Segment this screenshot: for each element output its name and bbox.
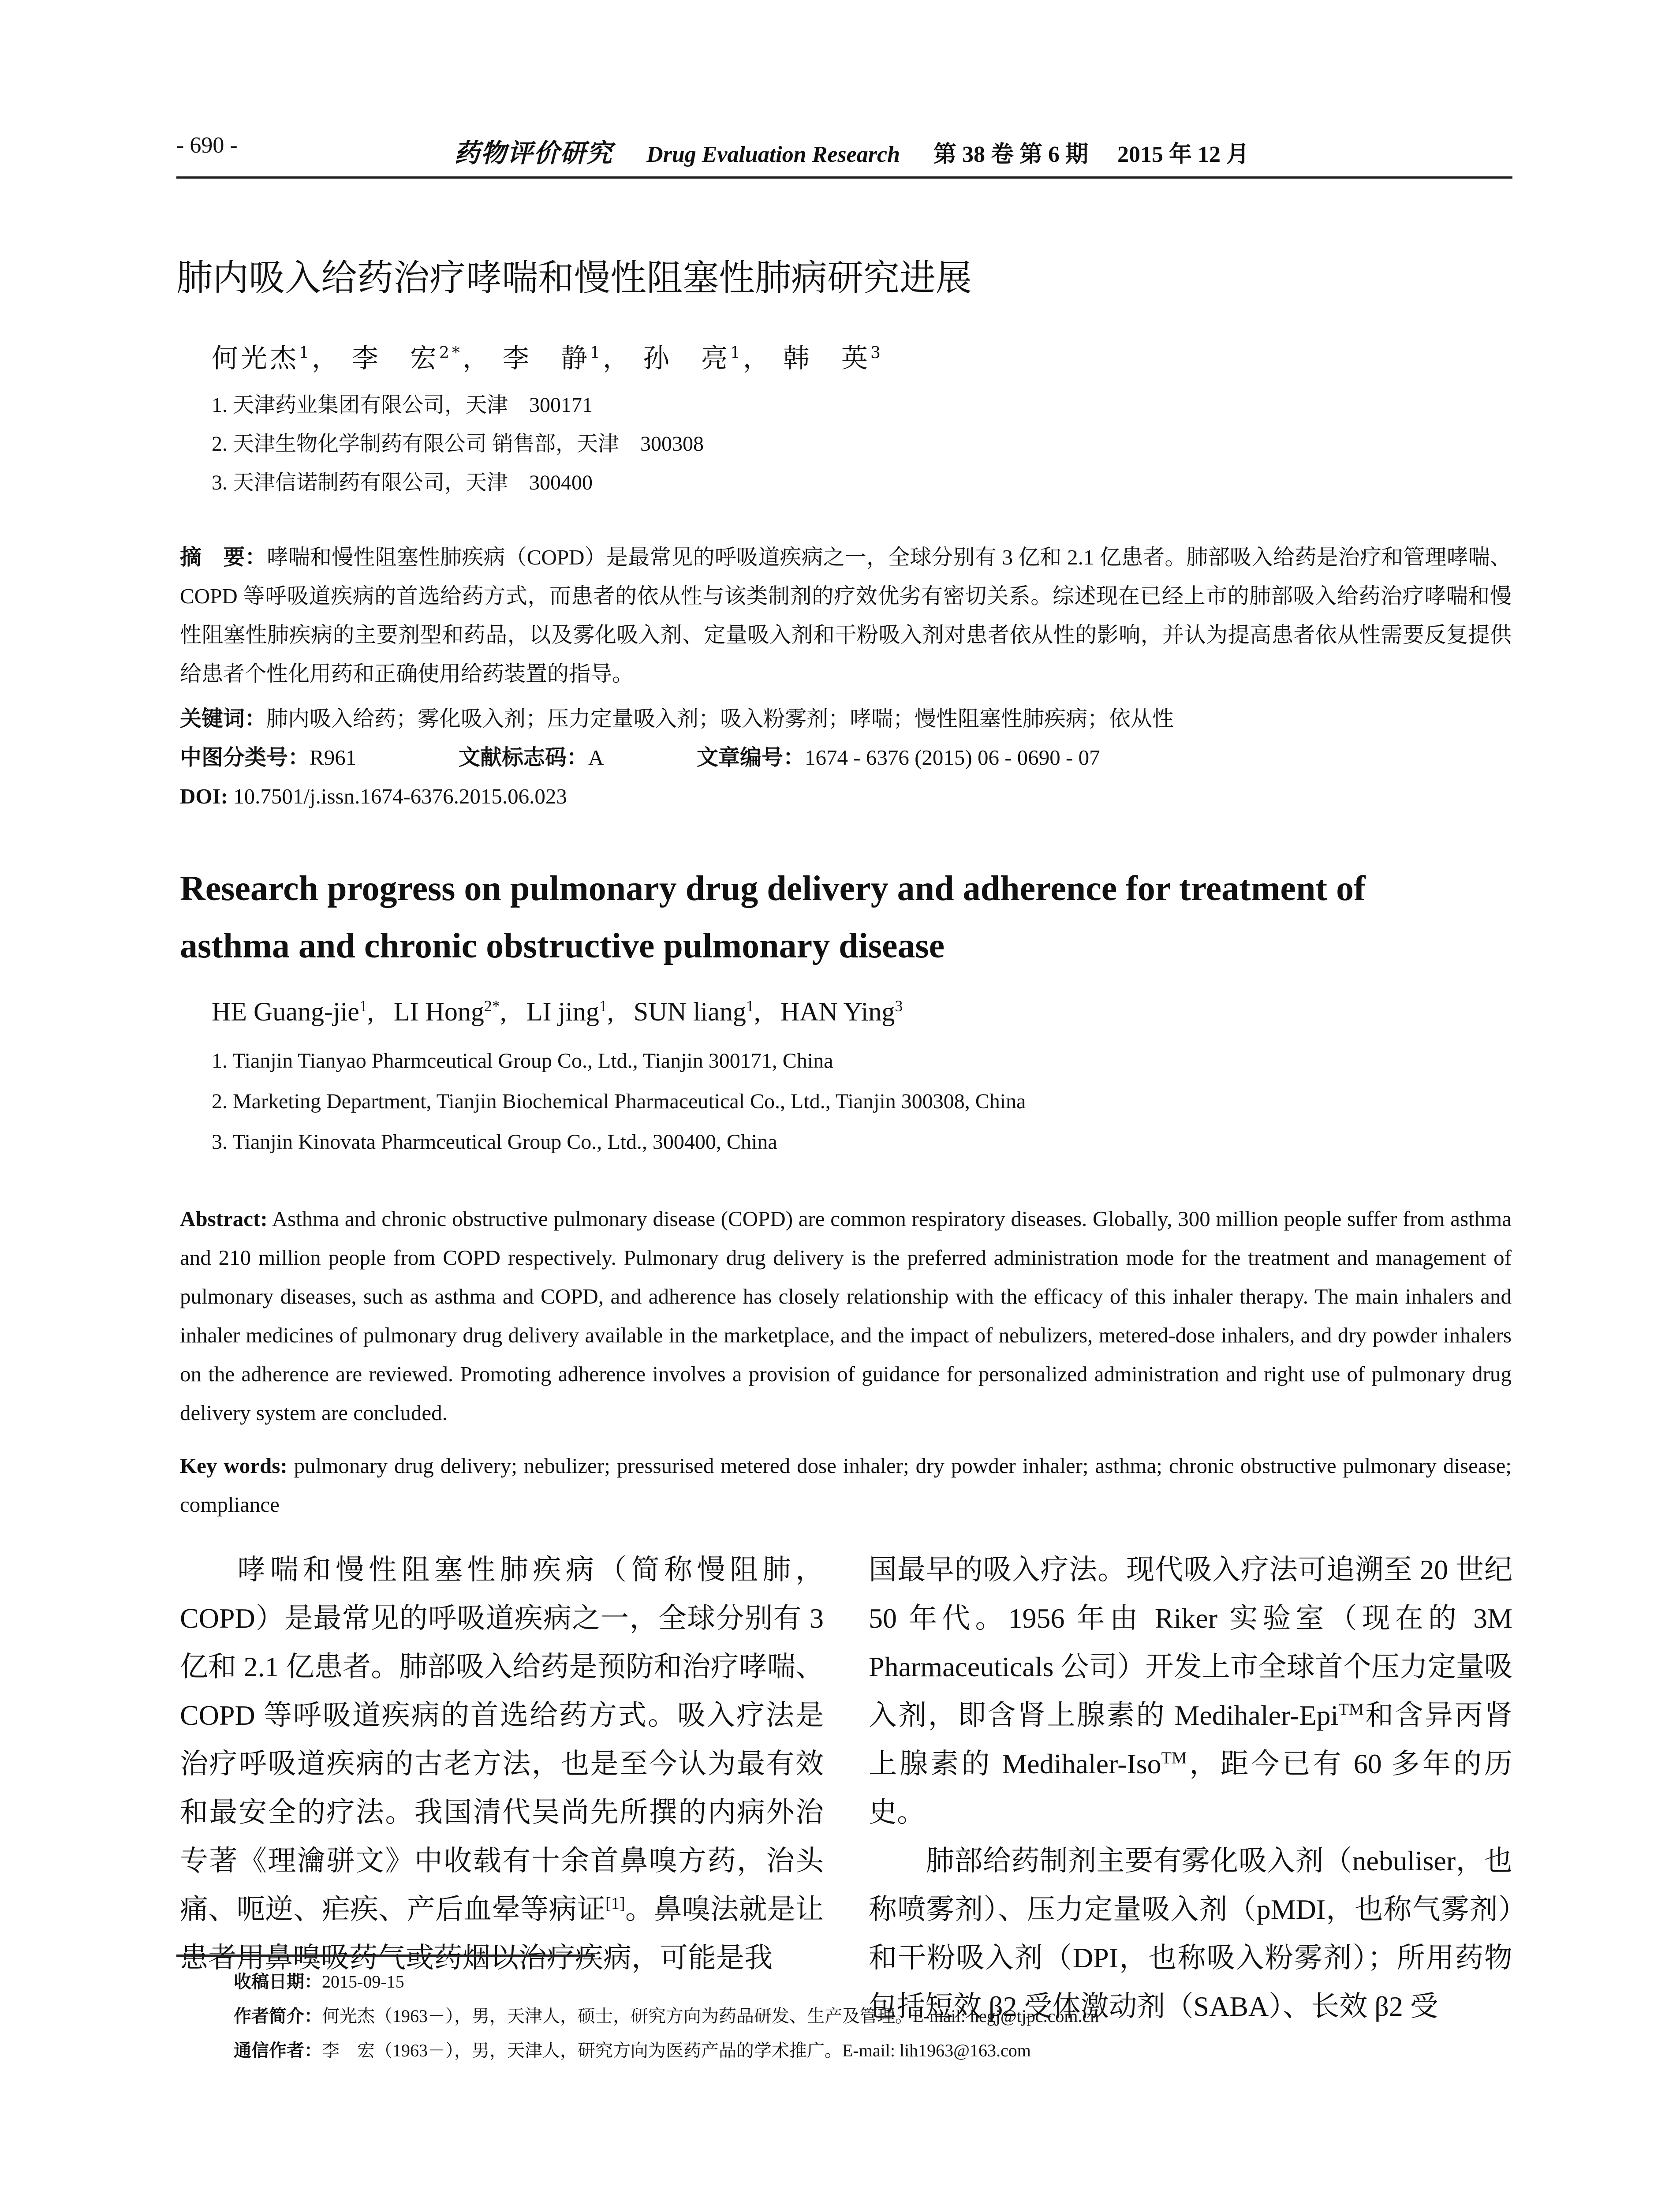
doi-label: DOI: xyxy=(180,784,228,808)
affiliation-cn: 1. 天津药业集团有限公司，天津 300171 xyxy=(212,393,593,417)
affiliation-en: 1. Tianjin Tianyao Pharmceutical Group Co., Ltd., Tianjin 300171, China xyxy=(212,1049,833,1073)
title-en-line: Research progress on pulmonary drug delivery and adherence for treatment of xyxy=(180,869,1366,908)
author-cn: 孙 亮 xyxy=(642,343,730,374)
doc-code xyxy=(459,738,604,777)
authors-en: HE Guang-jie$^1$, LI Hong$^{2*}$, LI jing$^1$, SUN liang$^1$, HAN Ying$^3$ xyxy=(212,997,903,1026)
journal-logo: 药物评价研究 xyxy=(454,139,613,168)
article-number-label: 文章编号： xyxy=(697,745,805,770)
keywords-cn-text: 肺内吸入给药；雾化吸入剂；压力定量吸入剂；吸入粉雾剂；哮喘；慢性阻塞性肺疾病；依从性 xyxy=(266,706,1174,731)
keywords-cn xyxy=(180,699,1174,738)
article-number xyxy=(697,738,1100,777)
author-cn: 韩 英 xyxy=(783,343,870,374)
author-en: SUN liang xyxy=(633,997,746,1026)
journal-name-en: Drug Evaluation Research xyxy=(646,142,900,167)
author-en: LI jing xyxy=(526,997,599,1026)
footnotes xyxy=(234,1965,1099,2068)
keywords-en-text: pulmonary drug delivery; nebulizer; pressurised metered dose inhaler; dry powder inhaler; asthma; chronic obstructive pulmonary disease; compliance xyxy=(180,1454,1512,1517)
title-en-line: asthma and chronic obstructive pulmonary disease xyxy=(180,927,945,965)
article-number-value: 1674 - 6376 (2015) 06 - 0690 - 07 xyxy=(805,745,1100,770)
issue-info: 第 38 卷 第 6 期 xyxy=(933,142,1089,167)
abstract-cn xyxy=(180,538,1512,693)
issue-date: 2015 年 12 月 xyxy=(1117,142,1250,167)
citation-ref: [1] xyxy=(605,1894,625,1913)
affiliations-en xyxy=(212,1041,1026,1162)
running-header xyxy=(454,132,1249,169)
footnote-corresponding: 通信作者：李 宏（1963－），男，天津人，研究方向为医药产品的学术推广。E-mail: lih1963@163.com xyxy=(234,2041,1031,2061)
author-en: HE Guang-jie xyxy=(212,997,359,1026)
abstract-cn-text: 哮喘和慢性阻塞性肺疾病（COPD）是最常见的呼吸道疾病之一，全球分别有 3 亿和 2.1 亿患者。肺部吸入给药是治疗和管理哮喘、COPD 等呼吸道疾病的首选给药方式，而患者的依从性与该类制剂的疗效优劣有密切关系。综述现在已经上市的肺部吸入给药治疗哮喘和慢性阻塞性肺疾病的主要剂型和药品，以及雾化吸入剂、定量吸入剂和干粉吸入剂对患者依从性的影响，并认为提高患者依从性需要反复提供给患者个性化用药和正确使用给药装置的指导。 xyxy=(180,545,1512,686)
body-paragraph: 国最早的吸入疗法。现代吸入疗法可追溯至 20 世纪 50 年代。1956 年由 Riker 实验室（现在的 3M Pharmaceuticals 公司）开发上市全球首个压力定量吸入剂，即含肾上腺素的 Medihaler-Epi™和含异丙肾上腺素的 Medihaler-Iso™，距今已有 60 多年的历史。 xyxy=(869,1554,1513,1828)
affiliation-cn: 3. 天津信诺制药有限公司，天津 300400 xyxy=(212,471,593,494)
author-cn: 何光杰 xyxy=(212,343,299,374)
keywords-en xyxy=(180,1446,1512,1524)
author-en: HAN Ying xyxy=(780,997,895,1026)
keywords-cn-label: 关键词： xyxy=(180,706,267,731)
affiliation-en: 2. Marketing Department, Tianjin Biochemical Pharmaceutical Co., Ltd., Tianjin 300308, China xyxy=(212,1090,1026,1113)
body-paragraph: 肺部给药制剂主要有雾化吸入剂（nebuliser，也称喷雾剂）、压力定量吸入剂（pMDI，也称气雾剂）和干粉吸入剂（DPI，也称吸入粉雾剂）；所用药物包括短效 β2 受体激动剂（SABA）、长效 β2 受 xyxy=(869,1845,1512,2022)
authors-cn: 何光杰$^1$， 李 宏$^{2*}$， 李 静$^1$， 孙 亮$^1$， 韩 英$^3$ xyxy=(212,343,883,374)
title-cn: 肺内吸入给药治疗哮喘和慢性阻塞性肺病研究进展 xyxy=(176,257,972,299)
doi-value: 10.7501/j.issn.1674-6376.2015.06.023 xyxy=(233,784,567,808)
doc-code-label: 文献标志码： xyxy=(459,745,589,770)
header-rule xyxy=(176,176,1512,179)
classification-line xyxy=(180,738,356,777)
footnote-rule xyxy=(176,1955,595,1957)
body-paragraph: 哮喘和慢性阻塞性肺疾病（简称慢阻肺，COPD）是最常见的呼吸道疾病之一，全球分别有 3 亿和 2.1 亿患者。肺部吸入给药是预防和治疗哮喘、COPD 等呼吸道疾病的首选给药方式。吸入疗法是治疗呼吸道疾病的古老方法，也是至今认为最有效和最安全的疗法。我国清代吴尚先所撰的内病外治专著《理瀹骈文》中收载有十余首鼻嗅方药，治头痛、呃逆、疟疾、产后血晕等病证[1]。鼻嗅法就是让患者用鼻嗅吸药气或药烟以治疗疾病，可能是我 xyxy=(180,1554,824,1973)
body-right-column xyxy=(869,1546,1512,2031)
affiliation-en: 3. Tianjin Kinovata Pharmceutical Group Co., Ltd., 300400, China xyxy=(212,1130,777,1154)
author-en: LI Hong xyxy=(393,997,484,1026)
abstract-cn-label: 摘 要： xyxy=(180,545,267,570)
doi xyxy=(180,777,567,816)
doc-code-value: A xyxy=(588,745,604,770)
keywords-en-label: Key words: xyxy=(180,1454,287,1478)
affiliations-cn xyxy=(212,386,704,502)
title-en xyxy=(180,860,1366,975)
abstract-en-text: Asthma and chronic obstructive pulmonary disease (COPD) are common respiratory diseases. Globally, 300 million people suffer from asthma and 210 million people from COPD respectively. Pulmonary drug delivery is the preferred administration mode for the treatment and management of pulmonary diseases, such as asthma and COPD, and adherence has closely relationship with the efficacy of this inhaler therapy. The main inhalers and inhaler medicines of pulmonary drug delivery available in the marketplace, and the impact of nebulizers, metered-dose inhalers, and dry powder inhalers on the adherence are reviewed. Promoting adherence involves a provision of guidance for personalized administration and right use of pulmonary drug delivery system are concluded. xyxy=(180,1207,1512,1425)
abstract-en-label: Abstract: xyxy=(180,1207,268,1231)
author-cn: 李 宏 xyxy=(351,343,439,374)
clc-value: R961 xyxy=(310,745,357,770)
clc-label: 中图分类号： xyxy=(180,745,310,770)
affiliation-cn: 2. 天津生物化学制药有限公司 销售部，天津 300308 xyxy=(212,432,704,456)
footnote-author: 作者简介：何光杰（1963－），男，天津人，硕士，研究方向为药品研发、生产及管理。E-mail: hegj@tjpc.com.cn xyxy=(234,2006,1099,2026)
body-left-column xyxy=(180,1546,824,1982)
page-number: - 690 - xyxy=(176,133,238,158)
abstract-en xyxy=(180,1200,1512,1432)
author-cn: 李 静 xyxy=(502,343,590,374)
footnote-received: 收稿日期：2015-09-15 xyxy=(234,1972,404,1992)
